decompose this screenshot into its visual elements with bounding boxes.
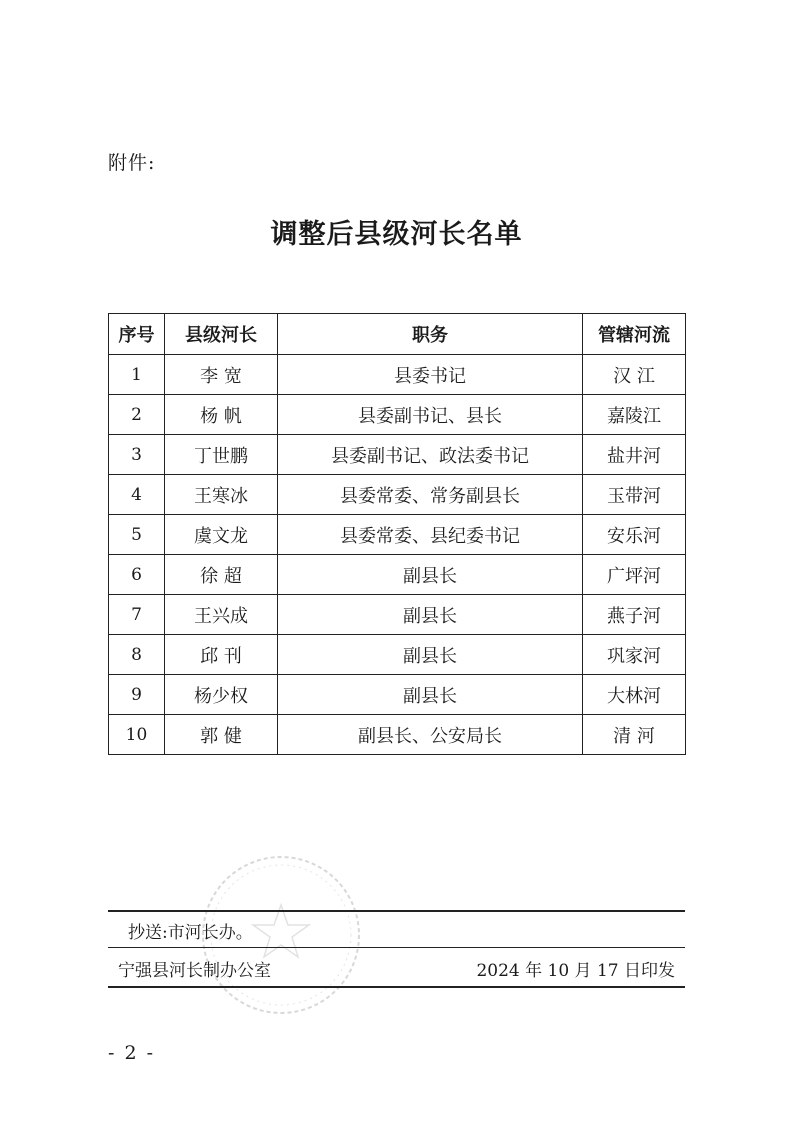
table-row bbox=[109, 435, 686, 475]
page-title: 调整后县级河长名单 bbox=[270, 219, 523, 250]
header-river: 管辖河流 bbox=[583, 314, 686, 355]
river-chief-table bbox=[108, 313, 686, 755]
row-number: 6 bbox=[109, 555, 165, 595]
row-river: 盐井河 bbox=[583, 435, 686, 475]
row-position: 县委常委、县纪委书记 bbox=[278, 515, 583, 555]
table-row bbox=[109, 715, 686, 755]
row-river: 清 河 bbox=[583, 715, 686, 755]
table-row bbox=[109, 475, 686, 515]
table-row bbox=[109, 635, 686, 675]
row-number: 4 bbox=[109, 475, 165, 515]
footer-top-rule bbox=[108, 910, 685, 912]
row-river: 玉带河 bbox=[583, 475, 686, 515]
row-position: 县委副书记、县长 bbox=[278, 395, 583, 435]
row-position: 副县长 bbox=[278, 555, 583, 595]
row-river: 嘉陵江 bbox=[583, 395, 686, 435]
page-number: - 2 - bbox=[108, 1042, 156, 1064]
row-number: 3 bbox=[109, 435, 165, 475]
row-number: 8 bbox=[109, 635, 165, 675]
row-position: 县委书记 bbox=[278, 355, 583, 395]
table-row bbox=[109, 395, 686, 435]
row-river: 燕子河 bbox=[583, 595, 686, 635]
row-number: 7 bbox=[109, 595, 165, 635]
attachment-label: 附件: bbox=[108, 152, 156, 174]
table-row bbox=[109, 555, 686, 595]
issue-date: 2024 年 10 月 17 日印发 bbox=[476, 961, 675, 981]
table-row bbox=[109, 595, 686, 635]
row-number: 2 bbox=[109, 395, 165, 435]
row-position: 县委副书记、政法委书记 bbox=[278, 435, 583, 475]
row-name: 杨少权 bbox=[165, 675, 278, 715]
row-name: 邱 刊 bbox=[165, 635, 278, 675]
row-position: 县委常委、常务副县长 bbox=[278, 475, 583, 515]
table-header-row bbox=[109, 314, 686, 355]
row-number: 10 bbox=[109, 715, 165, 755]
row-position: 副县长、公安局长 bbox=[278, 715, 583, 755]
header-position: 职务 bbox=[278, 314, 583, 355]
row-number: 5 bbox=[109, 515, 165, 555]
issuing-office: 宁强县河长制办公室 bbox=[118, 961, 271, 981]
row-position: 副县长 bbox=[278, 595, 583, 635]
header-river-chief: 县级河长 bbox=[165, 314, 278, 355]
row-river: 巩家河 bbox=[583, 635, 686, 675]
cc-recipients: 抄送:市河长办。 bbox=[128, 923, 253, 943]
row-river: 汉 江 bbox=[583, 355, 686, 395]
row-river: 安乐河 bbox=[583, 515, 686, 555]
row-name: 杨 帆 bbox=[165, 395, 278, 435]
table-row bbox=[109, 675, 686, 715]
row-name: 郭 健 bbox=[165, 715, 278, 755]
row-number: 1 bbox=[109, 355, 165, 395]
header-serial-number: 序号 bbox=[109, 314, 165, 355]
footer-bottom-rule bbox=[108, 986, 685, 988]
row-name: 虞文龙 bbox=[165, 515, 278, 555]
row-name: 丁世鹏 bbox=[165, 435, 278, 475]
row-river: 大林河 bbox=[583, 675, 686, 715]
row-position: 副县长 bbox=[278, 675, 583, 715]
row-number: 9 bbox=[109, 675, 165, 715]
row-name: 王兴成 bbox=[165, 595, 278, 635]
footer-middle-rule bbox=[108, 947, 685, 948]
table-row bbox=[109, 355, 686, 395]
row-position: 副县长 bbox=[278, 635, 583, 675]
row-name: 徐 超 bbox=[165, 555, 278, 595]
table-row bbox=[109, 515, 686, 555]
row-name: 李 宽 bbox=[165, 355, 278, 395]
row-river: 广坪河 bbox=[583, 555, 686, 595]
row-name: 王寒冰 bbox=[165, 475, 278, 515]
